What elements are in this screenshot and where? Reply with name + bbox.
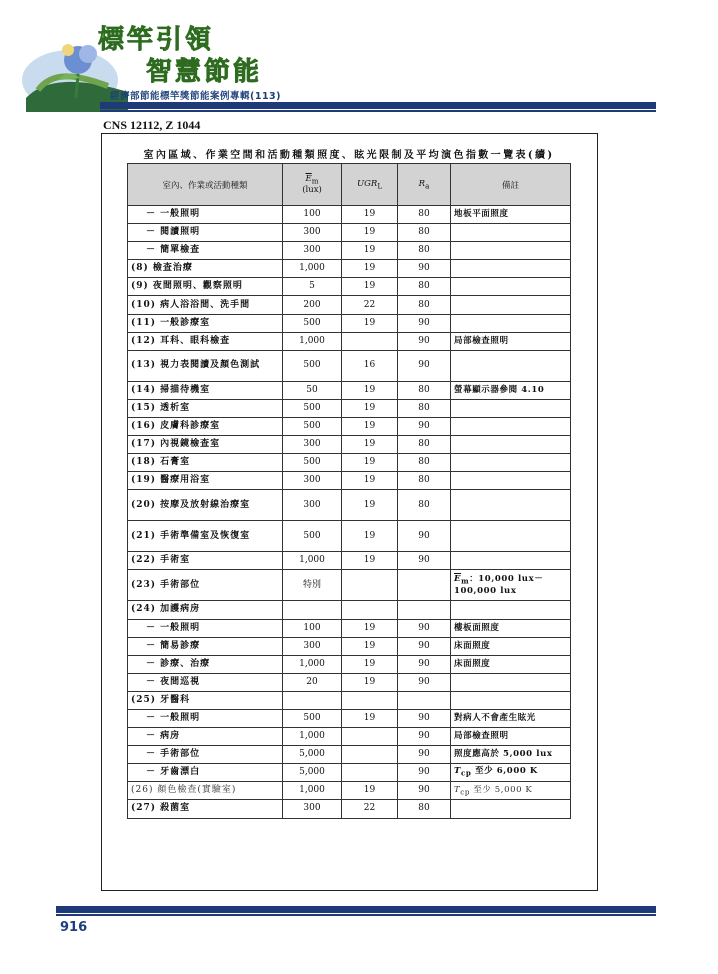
logo-text-1: 標竿引領 xyxy=(98,25,215,55)
activity-cell: (26) 顏色檢查(實驗室) xyxy=(128,782,283,800)
activity-cell: － 一般照明 xyxy=(128,619,283,637)
ra-cell: 90 xyxy=(398,619,451,637)
publication-subtitle: 經濟部節能標竿獎節能案例專輯(113) xyxy=(110,91,282,102)
note-text: 樓板面照度 xyxy=(454,622,500,633)
em-cell: 500 xyxy=(283,314,342,332)
note-cell xyxy=(451,242,571,260)
em-cell: 300 xyxy=(283,224,342,242)
em-cell: 200 xyxy=(283,296,342,314)
ugr-cell xyxy=(342,332,398,350)
note-symbol: $\overline{E}$ xyxy=(454,573,462,584)
em-unit: (lux) xyxy=(302,185,322,196)
note-cell xyxy=(451,260,571,278)
em-cell: 1,000 xyxy=(283,260,342,278)
activity-cell: (25) 牙醫科 xyxy=(128,691,283,709)
activity-cell: (27) 殺菌室 xyxy=(128,800,283,818)
activity-cell: (19) 醫療用浴室 xyxy=(128,472,283,490)
ugr-cell: 22 xyxy=(342,800,398,818)
ra-cell: 90 xyxy=(398,637,451,655)
ra-cell: 90 xyxy=(398,673,451,691)
ugr-cell: 19 xyxy=(342,552,398,570)
ugr-cell xyxy=(342,764,398,782)
ugr-cell: 19 xyxy=(342,399,398,417)
em-cell: 300 xyxy=(283,242,342,260)
table-row xyxy=(128,224,571,242)
ra-cell: 80 xyxy=(398,800,451,818)
footer-divider xyxy=(56,906,656,913)
ugr-cell: 16 xyxy=(342,350,398,381)
ra-cell: 90 xyxy=(398,332,451,350)
note-cell xyxy=(451,399,571,417)
em-cell: 300 xyxy=(283,472,342,490)
em-cell xyxy=(283,691,342,709)
ra-cell: 90 xyxy=(398,782,451,800)
ra-cell: 80 xyxy=(398,436,451,454)
em-cell: 500 xyxy=(283,521,342,552)
page-number: 916 xyxy=(60,920,88,935)
table-row xyxy=(128,691,571,709)
note-text: 局部檢查照明 xyxy=(454,731,509,742)
activity-cell: (21) 手術準備室及恢復室 xyxy=(128,521,283,552)
table-row xyxy=(128,436,571,454)
table-body xyxy=(128,206,571,819)
table-row xyxy=(128,332,571,350)
header-divider-thin xyxy=(100,110,656,112)
note-cell xyxy=(451,728,571,746)
em-cell: 1,000 xyxy=(283,782,342,800)
table-row xyxy=(128,206,571,224)
note-cell xyxy=(451,278,571,296)
note-text: 對病人不會產生眩光 xyxy=(454,713,536,724)
activity-cell: － 病房 xyxy=(128,728,283,746)
note-cell xyxy=(451,655,571,673)
footer-divider-thin xyxy=(56,914,656,916)
ugr-cell: 19 xyxy=(342,673,398,691)
activity-cell: (17) 內視鏡檢查室 xyxy=(128,436,283,454)
activity-cell: － 牙齒漂白 xyxy=(128,764,283,782)
em-cell: 300 xyxy=(283,490,342,521)
table-row xyxy=(128,709,571,727)
ugr-cell: 19 xyxy=(342,490,398,521)
ugr-cell: 19 xyxy=(342,417,398,435)
note-cell xyxy=(451,764,571,782)
table-row xyxy=(128,782,571,800)
activity-cell: － 簡單檢查 xyxy=(128,242,283,260)
note-text: 床面照度 xyxy=(454,640,491,651)
ra-cell: 80 xyxy=(398,224,451,242)
table-row xyxy=(128,570,571,601)
em-cell: 100 xyxy=(283,619,342,637)
ugr-cell: 19 xyxy=(342,314,398,332)
activity-cell: (12) 耳科、眼科檢查 xyxy=(128,332,283,350)
ugr-cell: 19 xyxy=(342,521,398,552)
note-cell xyxy=(451,332,571,350)
em-cell: 300 xyxy=(283,637,342,655)
em-cell: 5 xyxy=(283,278,342,296)
ra-cell: 90 xyxy=(398,655,451,673)
note-cell xyxy=(451,350,571,381)
activity-cell: (9) 夜間照明、觀察照明 xyxy=(128,278,283,296)
em-cell: 500 xyxy=(283,454,342,472)
em-cell: 1,000 xyxy=(283,552,342,570)
table-row xyxy=(128,521,571,552)
ugr-cell: 19 xyxy=(342,709,398,727)
activity-cell: － 一般照明 xyxy=(128,709,283,727)
note-text: 至少 5,000 K xyxy=(469,784,533,795)
table-row xyxy=(128,242,571,260)
note-cell xyxy=(451,691,571,709)
ra-cell xyxy=(398,570,451,601)
ra-symbol: R xyxy=(418,178,426,189)
table-row xyxy=(128,454,571,472)
note-cell xyxy=(451,637,571,655)
table-row xyxy=(128,619,571,637)
em-cell: 500 xyxy=(283,417,342,435)
em-cell: 50 xyxy=(283,381,342,399)
em-cell: 5,000 xyxy=(283,746,342,764)
note-cell xyxy=(451,417,571,435)
ra-cell xyxy=(398,691,451,709)
em-cell: 5,000 xyxy=(283,764,342,782)
ra-cell: 90 xyxy=(398,709,451,727)
em-sub: m xyxy=(311,176,319,186)
table-row xyxy=(128,764,571,782)
logo-text-2: 智慧節能 xyxy=(146,57,263,87)
em-cell xyxy=(283,601,342,619)
ugr-cell: 19 xyxy=(342,454,398,472)
ra-cell: 80 xyxy=(398,206,451,224)
em-cell: 1,000 xyxy=(283,655,342,673)
note-cell xyxy=(451,206,571,224)
note-cell xyxy=(451,552,571,570)
activity-cell: － 一般照明 xyxy=(128,206,283,224)
ugr-cell: 19 xyxy=(342,242,398,260)
note-cell xyxy=(451,601,571,619)
note-symbol: T xyxy=(454,784,461,795)
activity-cell: (13) 視力表閱讀及顏色測試 xyxy=(128,350,283,381)
ugr-cell: 19 xyxy=(342,782,398,800)
ra-cell: 90 xyxy=(398,552,451,570)
note-symbol-sub: m xyxy=(461,576,470,586)
table-row xyxy=(128,472,571,490)
note-cell xyxy=(451,381,571,399)
ugr-cell: 19 xyxy=(342,224,398,242)
table-row xyxy=(128,314,571,332)
ra-cell: 90 xyxy=(398,350,451,381)
table-row xyxy=(128,637,571,655)
em-cell: 300 xyxy=(283,800,342,818)
em-cell: 100 xyxy=(283,206,342,224)
em-cell: 1,000 xyxy=(283,728,342,746)
ugr-cell xyxy=(342,728,398,746)
em-cell: 500 xyxy=(283,709,342,727)
ra-cell: 90 xyxy=(398,521,451,552)
note-symbol: T xyxy=(454,766,461,777)
table-row xyxy=(128,490,571,521)
ra-cell: 90 xyxy=(398,260,451,278)
activity-cell: (18) 石膏室 xyxy=(128,454,283,472)
activity-cell: － 診療、治療 xyxy=(128,655,283,673)
ra-cell: 80 xyxy=(398,399,451,417)
activity-cell: (14) 掃描待機室 xyxy=(128,381,283,399)
ra-cell xyxy=(398,601,451,619)
activity-cell: (11) 一般診療室 xyxy=(128,314,283,332)
activity-cell: (22) 手術室 xyxy=(128,552,283,570)
ugr-cell: 19 xyxy=(342,381,398,399)
ra-cell: 80 xyxy=(398,296,451,314)
em-cell: 1,000 xyxy=(283,332,342,350)
ugr-sub: L xyxy=(377,181,383,191)
note-cell xyxy=(451,800,571,818)
table-row xyxy=(128,296,571,314)
header-activity: 室內、作業或活動種類 xyxy=(128,164,283,206)
activity-cell: － 簡易診療 xyxy=(128,637,283,655)
activity-cell: (8) 檢查治療 xyxy=(128,260,283,278)
note-text: 至少 6,000 K xyxy=(471,766,538,777)
ra-cell: 90 xyxy=(398,417,451,435)
note-cell xyxy=(451,436,571,454)
ra-cell: 90 xyxy=(398,746,451,764)
em-cell: 500 xyxy=(283,350,342,381)
activity-cell: (23) 手術部位 xyxy=(128,570,283,601)
note-cell xyxy=(451,570,571,601)
activity-cell: － 夜間巡視 xyxy=(128,673,283,691)
ra-cell: 90 xyxy=(398,314,451,332)
header-ra xyxy=(398,164,451,206)
table-row xyxy=(128,350,571,381)
ugr-cell: 19 xyxy=(342,206,398,224)
table-row xyxy=(128,278,571,296)
note-symbol-sub: cp xyxy=(460,769,472,779)
activity-cell: (10) 病人浴浴間、洗手間 xyxy=(128,296,283,314)
note-text: 螢幕顯示器參閱 4.10 xyxy=(454,384,545,395)
ugr-cell: 22 xyxy=(342,296,398,314)
activity-cell: (24) 加護病房 xyxy=(128,601,283,619)
ugr-cell: 19 xyxy=(342,260,398,278)
activity-cell: (20) 按摩及放射線治療室 xyxy=(128,490,283,521)
note-cell xyxy=(451,709,571,727)
table-row xyxy=(128,728,571,746)
table-row xyxy=(128,673,571,691)
ra-cell: 90 xyxy=(398,728,451,746)
ra-cell: 80 xyxy=(398,278,451,296)
ra-cell: 90 xyxy=(398,764,451,782)
note-text: 照度應高於 5,000 lux xyxy=(454,749,553,760)
table-row xyxy=(128,417,571,435)
ugr-cell: 19 xyxy=(342,619,398,637)
standard-code: CNS 12112, Z 1044 xyxy=(103,118,201,132)
table-row xyxy=(128,260,571,278)
note-symbol-sub: cp xyxy=(460,787,470,797)
ugr-cell xyxy=(342,746,398,764)
table-row xyxy=(128,800,571,818)
table-row xyxy=(128,601,571,619)
em-cell: 特別 xyxy=(283,570,342,601)
em-cell: 500 xyxy=(283,399,342,417)
table-row xyxy=(128,746,571,764)
table-header-row xyxy=(128,164,571,206)
em-cell: 20 xyxy=(283,673,342,691)
ra-cell: 80 xyxy=(398,242,451,260)
activity-cell: (16) 皮膚科診療室 xyxy=(128,417,283,435)
ugr-cell xyxy=(342,601,398,619)
note-text: 床面照度 xyxy=(454,658,491,669)
ugr-cell xyxy=(342,570,398,601)
note-cell xyxy=(451,673,571,691)
note-text: 地板平面照度 xyxy=(454,209,509,220)
ugr-symbol: UGR xyxy=(356,178,378,189)
em-symbol: $\overline{E}$ xyxy=(305,173,312,184)
ugr-cell: 19 xyxy=(342,436,398,454)
table-row xyxy=(128,381,571,399)
note-cell xyxy=(451,224,571,242)
note-cell xyxy=(451,746,571,764)
ra-cell: 80 xyxy=(398,490,451,521)
ra-cell: 80 xyxy=(398,381,451,399)
note-cell xyxy=(451,782,571,800)
note-cell xyxy=(451,619,571,637)
table-row xyxy=(128,399,571,417)
note-cell xyxy=(451,454,571,472)
table-row xyxy=(128,655,571,673)
ugr-cell: 19 xyxy=(342,472,398,490)
table-row xyxy=(128,552,571,570)
activity-cell: － 手術部位 xyxy=(128,746,283,764)
header-em xyxy=(283,164,342,206)
note-cell xyxy=(451,472,571,490)
ugr-cell: 19 xyxy=(342,278,398,296)
ra-sub: a xyxy=(425,181,430,191)
header-divider xyxy=(100,102,656,109)
header-notes: 備註 xyxy=(451,164,571,206)
ra-cell: 80 xyxy=(398,454,451,472)
activity-cell: － 閱讀照明 xyxy=(128,224,283,242)
note-text: 局部檢查照明 xyxy=(454,335,509,346)
note-cell xyxy=(451,314,571,332)
table-caption: 室內區域、作業空間和活動種類照度、眩光限制及平均演色指數一覽表(續) xyxy=(143,150,555,161)
note-cell xyxy=(451,490,571,521)
illuminance-table xyxy=(127,163,571,819)
activity-cell: (15) 透析室 xyxy=(128,399,283,417)
ra-cell: 80 xyxy=(398,472,451,490)
header-ugr xyxy=(342,164,398,206)
em-cell: 300 xyxy=(283,436,342,454)
ugr-cell: 19 xyxy=(342,637,398,655)
note-cell xyxy=(451,521,571,552)
ugr-cell xyxy=(342,691,398,709)
note-text: ：10,000 lux－100,000 lux xyxy=(454,573,544,597)
ugr-cell: 19 xyxy=(342,655,398,673)
note-cell xyxy=(451,296,571,314)
